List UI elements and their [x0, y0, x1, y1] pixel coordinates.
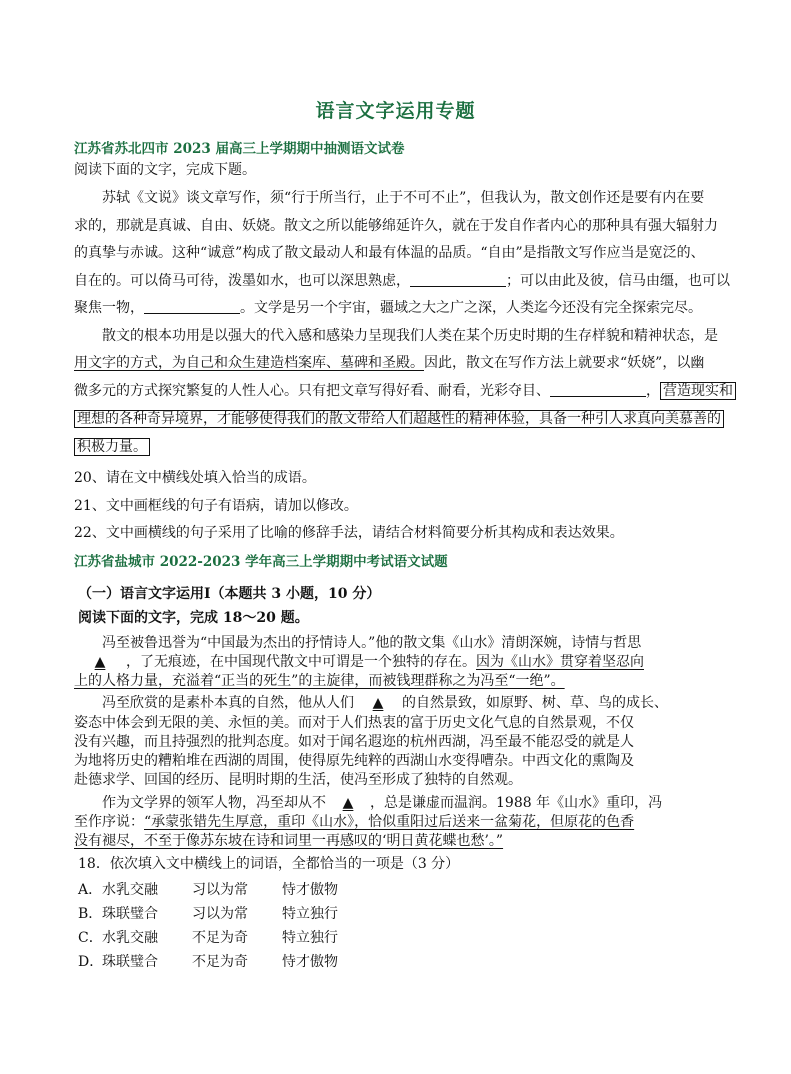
option-c[interactable]	[78, 928, 338, 948]
underlined-sentence: “承蒙张错先生厚意，重印《山水》，恰似重阳过后送来一盆菊花，但原花的色香	[144, 814, 635, 830]
passage-line: 冯至被鲁迅誉为“中国最为杰出的抒情诗人。”他的散文集《山水》清朗深婉，诗情与哲思	[102, 635, 642, 651]
question-18: 18．依次填入文中横线上的词语，全都恰当的一项是（3 分）	[78, 856, 460, 872]
option-word: 不足为奇	[192, 930, 248, 946]
option-label: C．	[78, 930, 103, 946]
underlined-sentence: 没有褪尽，不至于像苏东坡在诗和词里一再感叹的‘明日黄花蝶也愁’。”	[74, 833, 504, 849]
passage-line: 为地将历史的糟粕堆在西湖的周围，使得原先纯粹的西湖山水变得嘈杂。中西文化的熏陶及	[74, 753, 634, 769]
passage-line: 赴德求学、回国的经历、昆明时期的生活，使冯至形成了独特的自然观。	[74, 772, 522, 788]
source-heading-1: 江苏省苏北四市 2023 届高三上学期期中抽测语文试卷	[74, 141, 405, 157]
fill-blank	[144, 299, 240, 314]
option-word: 恃才傲物	[282, 954, 338, 970]
passage-line	[102, 793, 662, 813]
underlined-sentence: 因为《山水》贯穿着坚忍向	[476, 654, 644, 670]
text-span: ，了无痕迹，在中国现代散文中可谓是一个独特的存在。	[126, 654, 476, 670]
question-22: 22、文中画横线的句子采用了比喻的修辞手法，请结合材料简要分析其构成和表达效果。	[74, 525, 624, 541]
passage-line: 的真挚与赤诚。这种“诚意”构成了散文最动人和最有体温的品质。“自由”是指散文写作应当是宽泛的、	[74, 245, 705, 261]
option-a[interactable]	[78, 880, 338, 900]
text-span: 因此，散文在写作方法上就要求“妖娆”，以幽	[424, 355, 705, 371]
passage-line	[74, 671, 565, 691]
passage-line: 没有兴趣，而且持强烈的批判态度。如对于闻名遐迩的杭州西湖，冯至最不能忍受的就是人	[74, 734, 634, 750]
passage-line	[74, 437, 150, 457]
option-b[interactable]	[78, 904, 338, 924]
option-word: 习以为常	[192, 882, 248, 898]
option-word: 不足为奇	[192, 954, 248, 970]
passage-line	[74, 652, 644, 672]
option-word: 珠联璧合	[102, 906, 158, 922]
passage-line	[74, 298, 702, 318]
option-label: A．	[78, 882, 103, 898]
option-word: 恃才傲物	[282, 882, 338, 898]
boxed-sentence: 营造现实和	[660, 382, 736, 400]
text-span: ；可以由此及彼，信马由缰，也可以	[506, 273, 730, 289]
text-span: 冯至欣赏的是素朴本真的自然，他从人们	[102, 695, 354, 711]
text-span: 的自然景致，如原野、树、草、鸟的成长、	[402, 695, 668, 711]
instruction-1: 阅读下面的文字，完成下题。	[74, 162, 256, 178]
fill-blank	[550, 382, 646, 397]
text-span: 至作序说：	[74, 814, 144, 830]
section-heading: （一）语言文字运用Ⅰ（本题共 3 小题，10 分）	[78, 586, 381, 602]
passage-line	[74, 409, 724, 429]
page-title: 语言文字运用专题	[315, 100, 476, 122]
question-21: 21、文中画框线的句子有语病，请加以修改。	[74, 498, 358, 514]
passage-line	[74, 831, 503, 851]
underlined-sentence: 上的人格力量，充溢着“正当的死生”的主旋律，而被钱理群称之为冯至“一绝”。	[74, 673, 565, 689]
instruction-2: 阅读下面的文字，完成 18～20 题。	[78, 610, 309, 626]
passage-line	[74, 271, 730, 291]
answer-blank: ▲	[342, 795, 354, 811]
option-word: 特立独行	[282, 906, 338, 922]
passage-line: 苏轼《文说》谈文章写作，须“行于所当行，止于不可不止”，但我认为，散文创作还是要有内在要	[102, 190, 705, 206]
option-word: 水乳交融	[102, 930, 158, 946]
text-span: 作为文学界的领军人物，冯至却从不	[102, 795, 326, 811]
question-20: 20、请在文中横线处填入恰当的成语。	[74, 470, 316, 486]
option-word: 珠联璧合	[102, 954, 158, 970]
text-span: 自在的。可以倚马可待，泼墨如水，也可以深思熟虑，	[74, 273, 410, 289]
option-word: 特立独行	[282, 930, 338, 946]
answer-blank: ▲	[372, 695, 384, 711]
option-label: D．	[78, 954, 104, 970]
passage-line: 求的，那就是真诚、自由、妖娆。散文之所以能够绵延许久，就在于发自作者内心的那种具有强大辐射力	[74, 218, 718, 234]
text-span: 。文学是另一个宇宙，疆域之大之广之深，人类迄今还没有完全探索完尽。	[240, 300, 702, 316]
boxed-sentence: 理想的各种奇异境界，才能够使得我们的散文带给人们超越性的精神体验，具备一种引人求真向美慕善的	[74, 410, 724, 428]
passage-line: 姿态中体会到无限的美、永恒的美。而对于人们热衷的富于历史文化气息的自然景观，不仅	[74, 715, 634, 731]
passage-line	[74, 353, 704, 373]
passage-line	[74, 812, 634, 832]
option-d[interactable]	[78, 952, 338, 972]
option-word: 习以为常	[192, 906, 248, 922]
text-span: 聚焦一物，	[74, 300, 144, 316]
passage-line: 散文的根本功用是以强大的代入感和感染力呈现我们人类在某个历史时期的生存样貌和精神状态，是	[102, 328, 718, 344]
passage-line	[74, 381, 736, 401]
underlined-sentence: 用文字的方式，为自己和众生建造档案库、墓碑和圣殿。	[74, 355, 424, 371]
answer-blank: ▲	[94, 654, 106, 670]
option-word: 水乳交融	[102, 882, 158, 898]
text-span: 微多元的方式探究繁复的人性人心。只有把文章写得好看、耐看，光彩夺目、	[74, 383, 550, 399]
boxed-sentence: 积极力量。	[74, 438, 150, 456]
text-span: ，	[646, 383, 660, 399]
source-heading-2: 江苏省盐城市 2022-2023 学年高三上学期期中考试语文试题	[74, 554, 448, 570]
option-label: B．	[78, 906, 103, 922]
text-span: ，总是谦虚而温润。1988 年《山水》重印，冯	[370, 795, 663, 811]
fill-blank	[410, 272, 506, 287]
passage-line	[102, 693, 668, 713]
